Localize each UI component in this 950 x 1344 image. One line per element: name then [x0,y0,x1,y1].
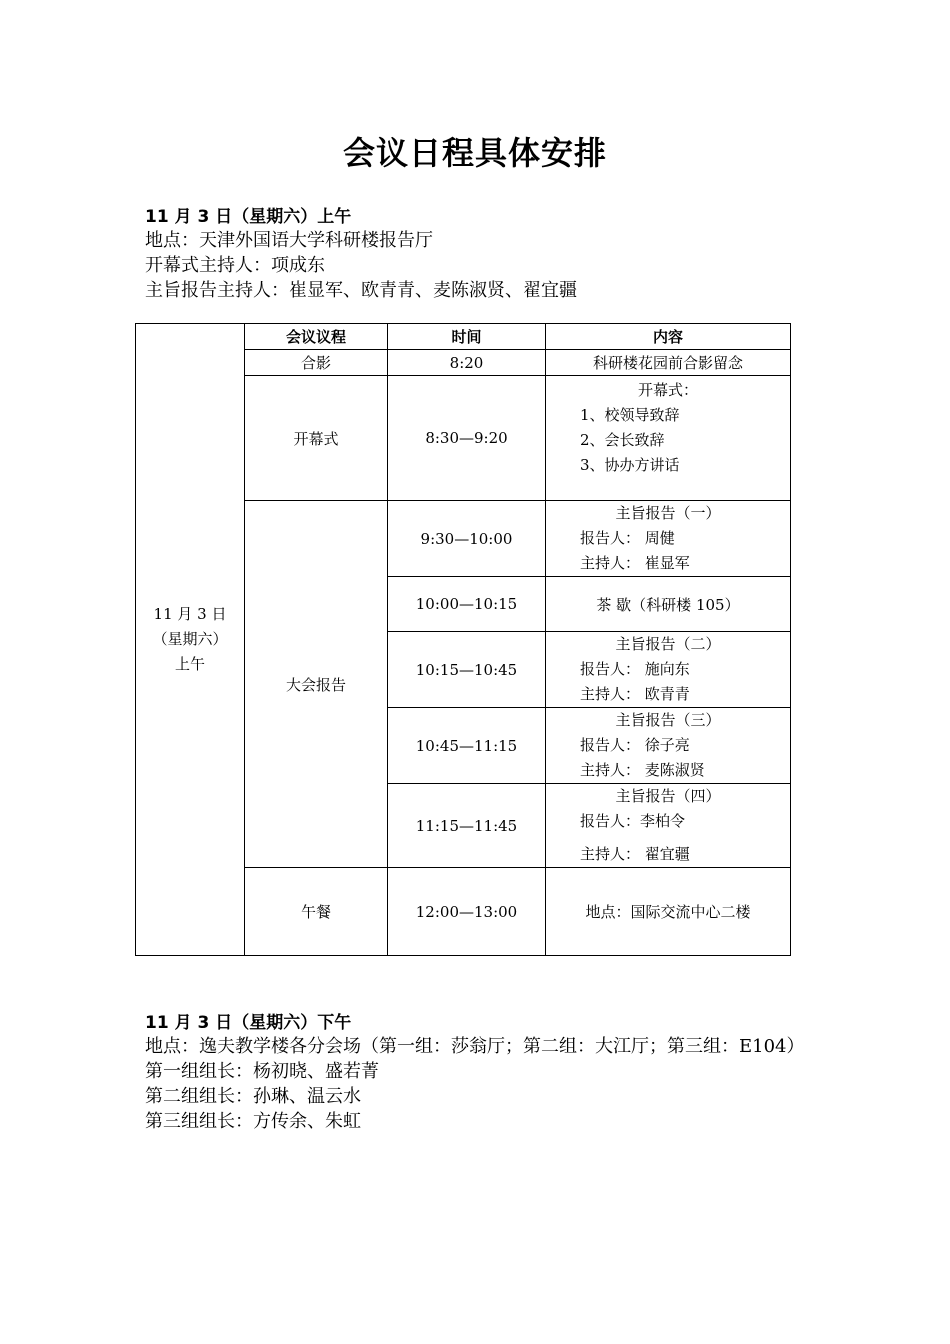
side-weekday: （星期六） [152,630,228,648]
keynote-hosts: 主旨报告主持人：崔显军、欧青青、麦陈淑贤、翟宜疆 [145,280,577,301]
keynote-content [546,708,791,784]
page-title: 会议日程具体安排 [342,134,607,172]
opening-title: 开幕式： [637,381,698,399]
keynote-title: 主旨报告（四） [615,787,721,805]
keynote-title: 主旨报告（一） [615,504,721,522]
group2-leaders: 第二组组长：孙琳、温云水 [145,1086,361,1107]
keynote-title: 主旨报告（三） [615,711,721,729]
opening-content [546,376,791,501]
photo-content: 科研楼花园前合影留念 [546,350,791,376]
break-time: 10:00—10:15 [388,577,546,632]
photo-time: 8:20 [388,350,546,376]
plenary-time: 9:30—10:00 [388,501,546,577]
keynote-host: 主持人： 崔显军 [580,554,690,572]
plenary-time: 10:15—10:45 [388,632,546,708]
lunch-time: 12:00—13:00 [388,868,546,956]
keynote-speaker: 报告人： 施向东 [580,660,690,678]
side-date: 11 月 3 日 [153,605,227,623]
opening-agenda: 开幕式 [245,376,388,501]
lunch-agenda: 午餐 [245,868,388,956]
keynote-content [546,784,791,868]
date-side-cell [136,324,245,956]
keynote-speaker: 报告人： 周健 [580,529,675,547]
group1-leaders: 第一组组长：杨初晓、盛若菁 [145,1061,379,1082]
opening-time: 8:30—9:20 [388,376,546,501]
group3-leaders: 第三组组长：方传余、朱虹 [145,1111,361,1132]
morning-location: 地点：天津外国语大学科研楼报告厅 [145,230,433,251]
keynote-speaker: 报告人： 徐子亮 [580,736,690,754]
lunch-content: 地点：国际交流中心二楼 [546,868,791,956]
keynote-content [546,632,791,708]
header-time: 时间 [388,324,546,350]
schedule-table [135,323,791,956]
keynote-host: 主持人： 麦陈淑贤 [580,761,705,779]
opening-host: 开幕式主持人：项成东 [145,255,325,276]
keynote-speaker: 报告人：李柏令 [580,812,686,830]
afternoon-location: 地点：逸夫教学楼各分会场（第一组：莎翁厅；第二组：大江厅；第三组：E104） [145,1036,805,1057]
morning-heading: 11 月 3 日（星期六）上午 [145,207,352,227]
plenary-agenda: 大会报告 [245,501,388,868]
plenary-time: 11:15—11:45 [388,784,546,868]
header-agenda: 会议议程 [245,324,388,350]
opening-item: 2、会长致辞 [580,431,665,449]
keynote-content [546,501,791,577]
opening-item: 1、校领导致辞 [580,406,680,424]
opening-item: 3、协办方讲话 [580,456,680,474]
break-content: 茶 歇（科研楼 105） [546,577,791,632]
photo-agenda: 合影 [245,350,388,376]
header-content: 内容 [546,324,791,350]
plenary-time: 10:45—11:15 [388,708,546,784]
afternoon-heading: 11 月 3 日（星期六）下午 [145,1013,352,1033]
keynote-host: 主持人： 翟宜疆 [580,845,690,863]
keynote-title: 主旨报告（二） [615,635,721,653]
keynote-host: 主持人： 欧青青 [580,685,690,703]
side-period: 上午 [174,655,205,673]
